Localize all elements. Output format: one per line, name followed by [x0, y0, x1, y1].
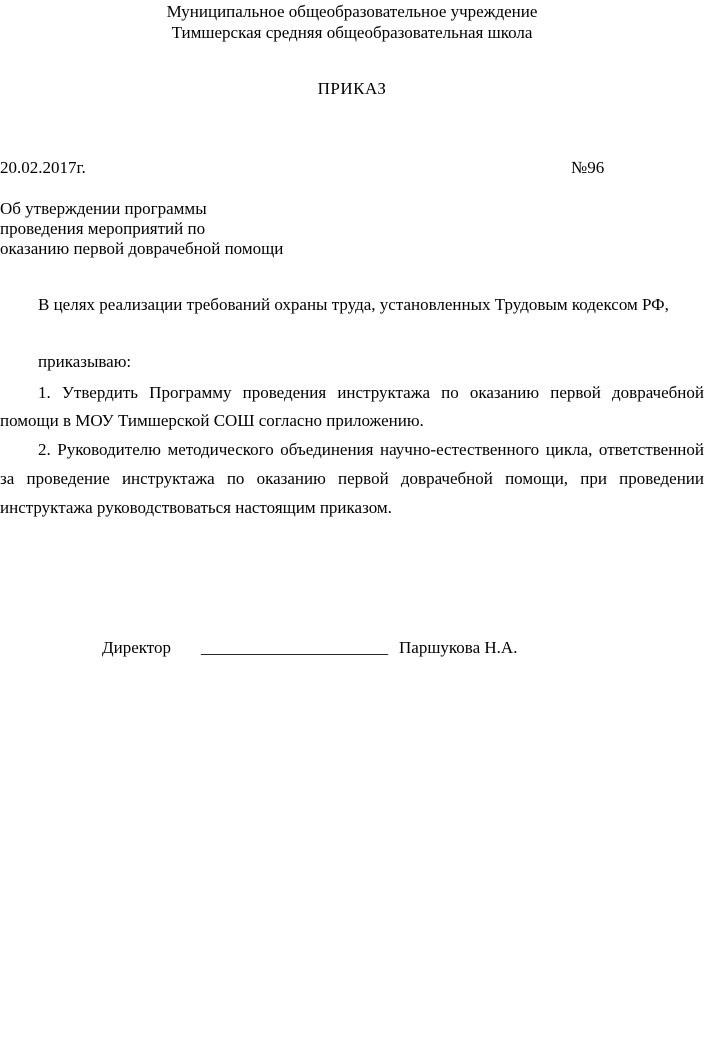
signature-line: ______________________: [201, 638, 388, 657]
signature-name: Паршукова Н.А.: [399, 638, 518, 657]
preamble-text: В целях реализации требований охраны труда, установленных Трудовым кодексом РФ,: [38, 295, 669, 314]
subject-line3: оказанию первой доврачебной помощи: [0, 239, 284, 258]
order-date: 20.02.2017г.: [0, 158, 86, 177]
item2-line3: инструктажа руководствоваться настоящим приказом.: [0, 498, 392, 517]
subject-line1: Об утверждении программы: [0, 199, 207, 218]
item1-line1: 1. Утвердить Программу проведения инструктажа по оказанию первой доврачебной: [38, 383, 704, 402]
organization-name-line1: Муниципальное общеобразовательное учреждение: [166, 2, 538, 21]
item2-line2: за проведение инструктажа по оказанию первой доврачебной помощи, при проведении: [0, 469, 704, 488]
signature-position: Директор: [102, 638, 171, 657]
subject-line2: проведения мероприятий по: [0, 219, 206, 238]
document-title: ПРИКАЗ: [317, 79, 387, 98]
order-number: №96: [571, 158, 605, 177]
item1-line2: помощи в МОУ Тимшерской СОШ согласно приложению.: [0, 411, 424, 430]
item2-line1: 2. Руководителю методического объединения научно-естественного цикла, ответственной: [38, 440, 704, 459]
organization-name-line2: Тимшерская средняя общеобразовательная школа: [171, 23, 533, 42]
order-word: приказываю:: [38, 352, 132, 371]
